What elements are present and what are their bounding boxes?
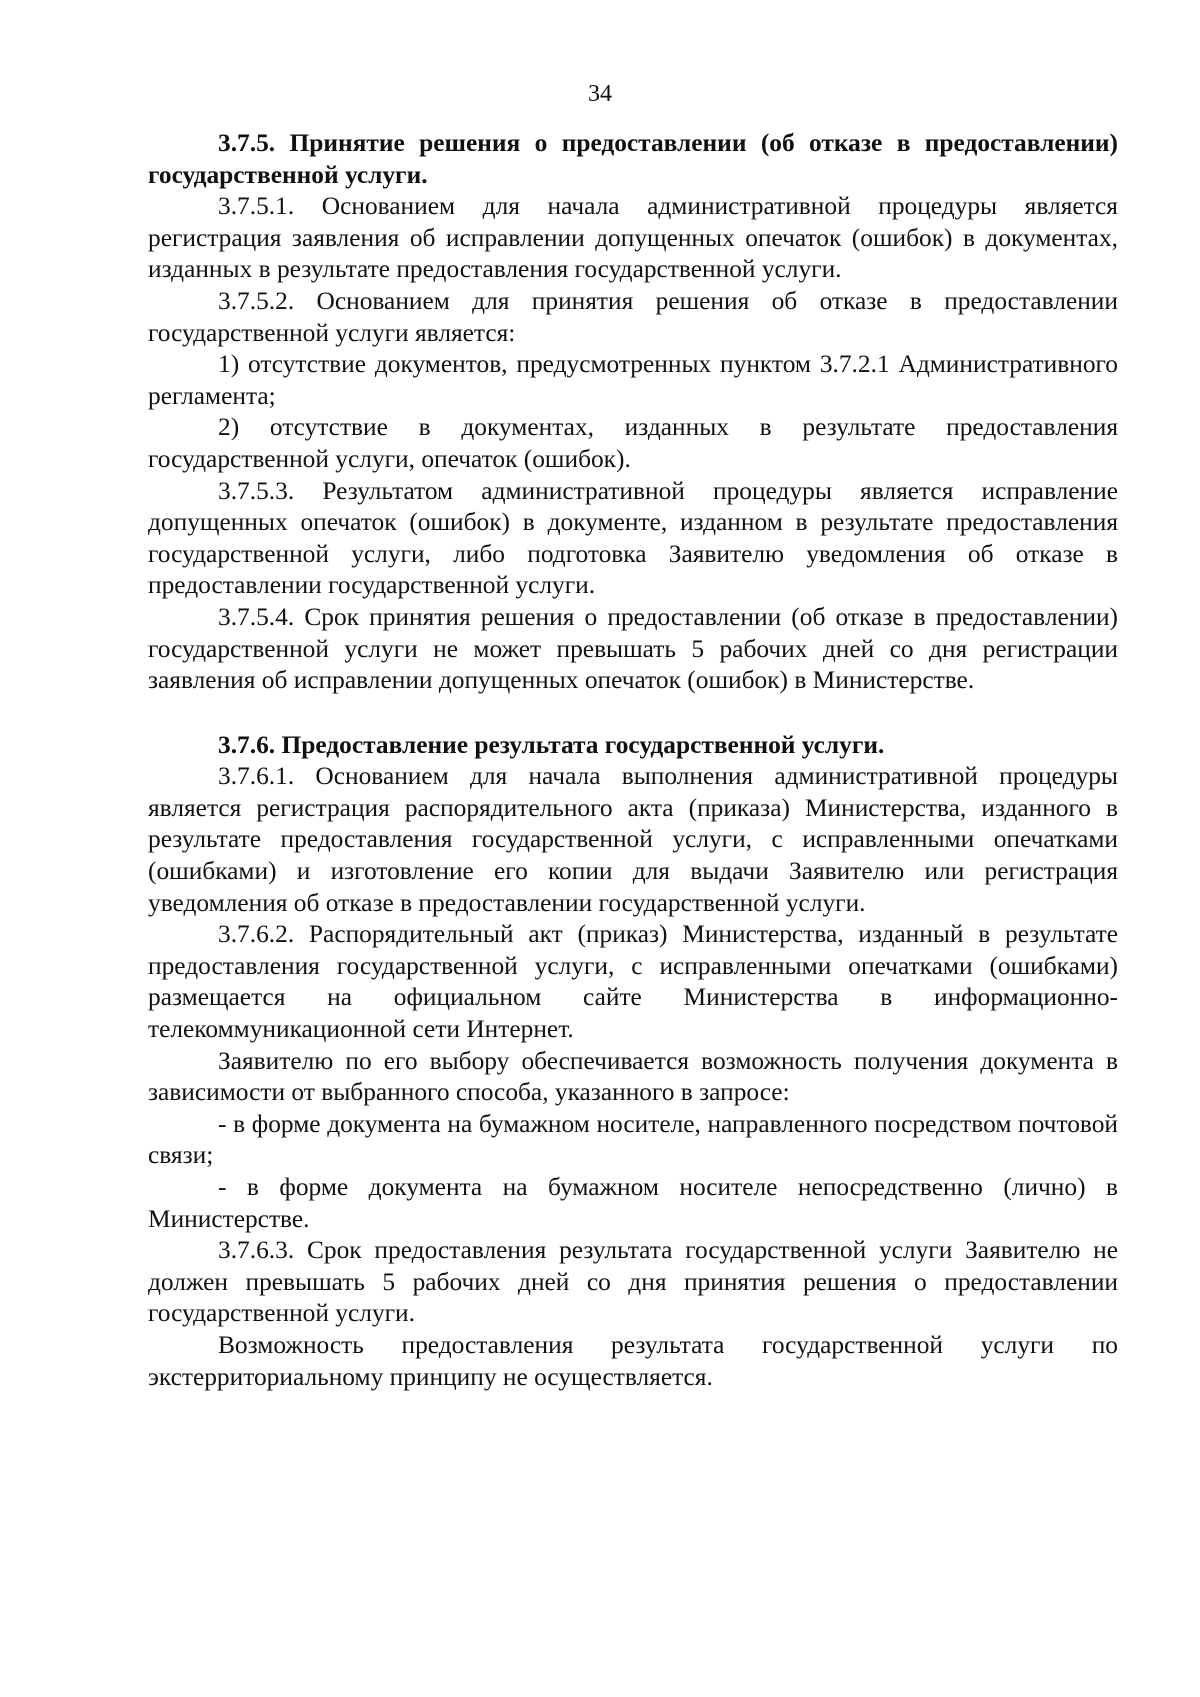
paragraph-3-7-6-3: 3.7.6.3. Срок предоставления результата государственной услуги Заявителю не должен превышать 5 рабочих дней со дня принятия решения о предоставлении государственной услуги. (148, 1236, 1118, 1328)
paragraph-3-7-5-1: 3.7.5.1. Основанием для начала административной процедуры является регистрация заявления об исправлении допущенных опечаток (ошибок) в документах, изданных в результате предоставления государственной услуги. (148, 192, 1118, 284)
paragraph-3-7-5-4: 3.7.5.4. Срок принятия решения о предоставлении (об отказе в предоставлении) государственной услуги не может превышать 5 рабочих дней со дня регистрации заявления об исправлении допущенных опечаток (ошибок) в Министерстве. (148, 602, 1118, 695)
document-body (148, 128, 1118, 1393)
paragraph-delivery-options: Заявителю по его выбору обеспечивается возможность получения документа в зависимости от выбранного способа, указанного в запросе: (148, 1046, 1118, 1107)
paragraph-extraterritorial: Возможность предоставления результата государственной услуги по экстерриториальному принципу не осуществляется. (148, 1330, 1118, 1391)
paragraph-3-7-5-2: 3.7.5.2. Основанием для принятия решения об отказе в предоставлении государственной услуги является: (148, 286, 1118, 347)
bullet-postal: - в форме документа на бумажном носителе, направленного посредством почтовой связи; (148, 1109, 1118, 1170)
section-heading-3-7-6: 3.7.6. Предоставление результата государственной услуги. (218, 730, 885, 759)
paragraph-3-7-6-1: 3.7.6.1. Основанием для начала выполнения административной процедуры является регистрация распорядительного акта (приказа) Министерства, изданного в результате предоставления государственной услуги, с исправленными опечатками (ошибками) и изготовление его копии для выдачи Заявителю или регистрация уведомления об отказе в предоставлении государственной услуги. (148, 762, 1118, 917)
list-item-1: 1) отсутствие документов, предусмотренных пунктом 3.7.2.1 Административного регламента; (148, 350, 1118, 410)
bullet-in-person: - в форме документа на бумажном носителе непосредственно (лично) в Министерстве. (148, 1173, 1118, 1233)
paragraph-3-7-5-3: 3.7.5.3. Результатом административной процедуры является исправление допущенных опечаток (ошибок) в документе, изданном в результате предоставления государственной услуги, либо подготовка Заявителю уведомления об отказе в предоставлении государственной услуги. (148, 476, 1118, 600)
section-heading-3-7-5: 3.7.5. Принятие решения о предоставлении (об отказе в предоставлении) государственной услуги. (148, 129, 1118, 189)
paragraph-3-7-6-2: 3.7.6.2. Распорядительный акт (приказ) Министерства, изданный в результате предоставления государственной услуги, с исправленными опечатками (ошибками) размещается на официальном сайте Министерства в информационно-телекоммуникационной сети Интернет. (148, 920, 1118, 1044)
page-number: 34 (588, 81, 612, 107)
list-item-2: 2) отсутствие в документах, изданных в результате предоставления государственной услуги, опечаток (ошибок). (148, 413, 1118, 473)
section-gap (148, 697, 1118, 730)
